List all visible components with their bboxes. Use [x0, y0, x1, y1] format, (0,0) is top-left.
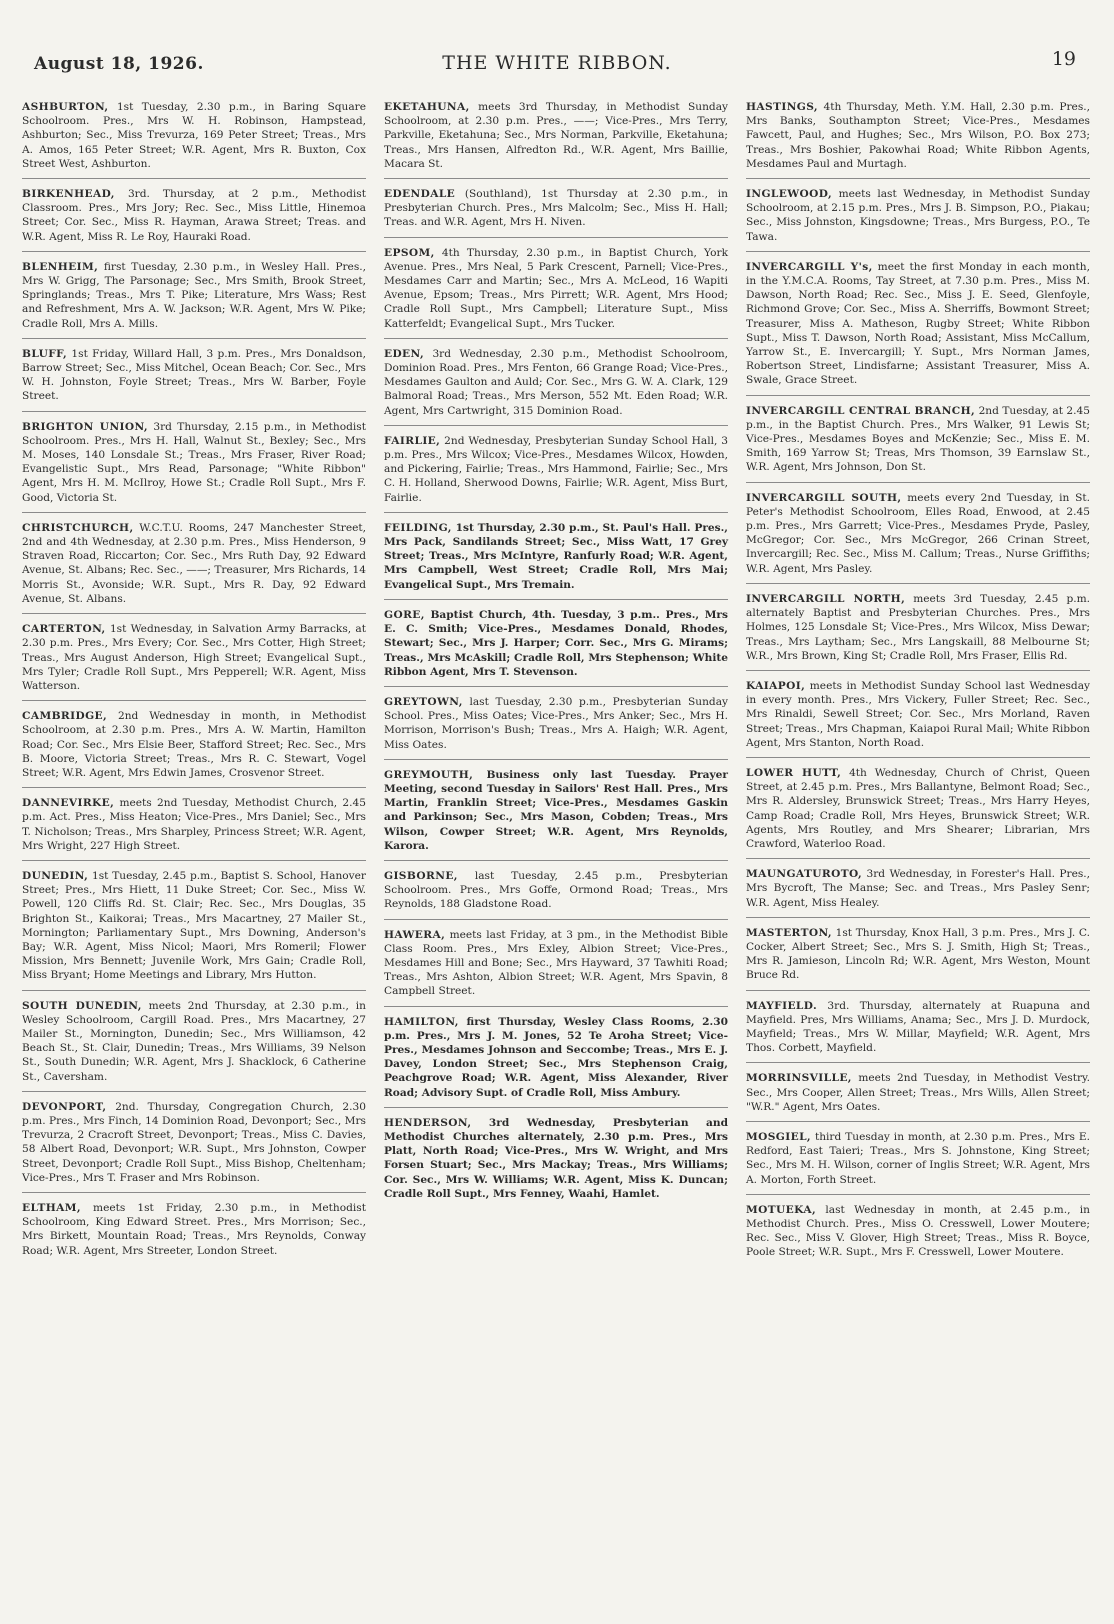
branch-entry	[22, 622, 366, 701]
branch-details: meets 2nd Tuesday, Methodist Church, 2.45 p.m. Act. Pres., Miss Heaton; Vice-Pres., Mrs Daniel; Sec., Mrs T. Nicholson; Treas., Mrs Sharpley, Princess Street; W.R. Agent, Mrs Wright, 227 High Street.	[22, 797, 366, 852]
branch-details: Business only last Tuesday. Prayer Meeting, second Tuesday in Sailors' Rest Hall. Pres., Mrs Martin, Franklin Street; Vice-Pres., Mesdames Gaskin and Parkinson; Sec., Mrs Mason, Cobden; Treas., Mrs Wilson, Cowper Street; W.R. Agent, Mrs Reynolds, Karora.	[384, 768, 728, 852]
branch-name: SOUTH DUNEDIN,	[22, 999, 142, 1012]
branch-details: meets 3rd Thursday, in Methodist Sunday Schoolroom, at 2.30 p.m. Pres., ——; Vice-Pres., Mrs Terry, Parkville, Eketahuna; Sec., Mrs Norman, Parkville, Eketahuna; Treas., Mrs Hansen, Alfredton Rd., W.R. Agent, Mrs Baillie, Macara St.	[384, 101, 728, 170]
branch-entry	[746, 999, 1090, 1064]
branch-name: DANNEVIRKE,	[22, 797, 115, 810]
branch-entry	[22, 1201, 366, 1265]
branch-details: 4th Thursday, Meth. Y.M. Hall, 2.30 p.m. Pres., Mrs Banks, Southampton Street; Vice-Pres., Mesdames Fawcett, Paul, and Hughes; Sec., Mrs Wilson, P.O. Box 273; Treas., Mrs Boshier, Pakowhai Road; White Ribbon Agents, Mesdames Paul and Murtagh.	[746, 101, 1090, 170]
branch-name: MAUNGATUROTO,	[746, 868, 863, 881]
branch-details: (Southland), 1st Thursday at 2.30 p.m., in Presbyterian Church. Pres., Mrs Malcolm; Sec., Miss H. Hall; Treas. and W.R. Agent, Mrs H. Niven.	[384, 188, 728, 229]
branch-details: meets 2nd Tuesday, in Methodist Vestry. Sec., Mrs Cooper, Allen Street; Treas., Mrs Wills, Allen Street; "W.R." Agent, Mrs Oates.	[746, 1072, 1090, 1113]
branch-details: first Thursday, Wesley Class Rooms, 2.30 p.m. Pres., Mrs J. M. Jones, 52 Te Aroha Street; Vice-Pres., Mesdames Johnson and Seccombe; Treas., Mrs E. J. Davey, London Street; Sec., Mrs Stephenson Craig, Peachgrove Road; W.R. Agent, Miss Alexander, River Road; Advisory Supt. of Cradle Roll, Miss Ambury.	[384, 1015, 728, 1099]
branch-details: 3rd. Thursday, at 2 p.m., Methodist Classroom. Pres., Mrs Jory; Rec. Sec., Miss Little, Hinemoa Street; Cor. Sec., Miss R. Hayman, Arawa Street; Treas. and W.R. Agent, Miss R. Le Roy, Hauraki Road.	[22, 188, 366, 243]
branch-name: GREYTOWN,	[384, 695, 463, 708]
branch-entry	[746, 867, 1090, 918]
branch-name: DUNEDIN,	[22, 869, 89, 882]
branch-name: CAMBRIDGE,	[22, 710, 108, 723]
branch-name: GORE,	[384, 608, 425, 621]
branch-details: 3rd Thursday, 2.15 p.m., in Methodist Schoolroom. Pres., Mrs H. Hall, Walnut St., Bexley; Sec., Mrs M. Moses, 140 Lonsdale St.; Treas., Mrs Fraser, River Road; Evangelistic Supt., Mrs Read, Parsonage; "White Ribbon" Agent, Mrs H. M. McIlroy, Howe St.; Cradle Roll Supt., Mrs F. Good, Victoria St.	[22, 420, 366, 504]
branch-name: INVERCARGILL Y's,	[746, 260, 873, 273]
branch-entry	[22, 709, 366, 788]
branch-name: MAYFIELD.	[746, 999, 818, 1012]
branch-name: EDEN,	[384, 347, 425, 360]
branch-entry	[22, 100, 366, 179]
branch-details: 3rd Wednesday, 2.30 p.m., Methodist Schoolroom, Dominion Road. Pres., Mrs Fenton, 66 Grange Road; Vice-Pres., Mesdames Gaulton and Auld; Cor. Sec., Mrs G. W. A. Clark, 129 Balmoral Road; Treas., Mrs Merson, 552 Mt. Eden Road; W.R. Agent, Mrs Cartwright, 315 Dominion Road.	[384, 347, 728, 417]
branch-name: CARTERTON,	[22, 623, 106, 636]
branch-entry	[746, 1071, 1090, 1122]
branch-name: GISBORNE,	[384, 869, 458, 882]
branch-name: LOWER HUTT,	[746, 766, 842, 779]
branch-entry	[384, 246, 728, 339]
branch-name: BLUFF,	[22, 347, 68, 360]
branch-entry	[746, 1130, 1090, 1195]
branch-name: DEVONPORT,	[22, 1100, 107, 1113]
publication-title: THE WHITE RIBBON.	[442, 52, 672, 74]
branch-name: INGLEWOOD,	[746, 188, 833, 201]
branch-entry	[22, 1100, 366, 1193]
branch-details: meets every 2nd Tuesday, in St. Peter's Methodist Schoolroom, Elles Road, Enwood, at 2.45 p.m. Pres., Mrs Garrett; Vice-Pres., Mesdames Pryde, Pasley, McGregor; Cor. Sec., Mrs McGregor, 266 Crinan Street, Invercargill; Rec. Sec., Miss M. Callum; Treas., Nurse Griffiths; W.R. Agent, Mrs Pasley.	[746, 491, 1090, 575]
branch-entry	[384, 347, 728, 426]
branch-details: last Wednesday in month, at 2.45 p.m., in Methodist Church. Pres., Miss O. Cresswell, Lower Moutere; Rec. Sec., Miss V. Glover, High Street; Treas., Miss R. Boyce, Poole Street; W.R. Supt., Mrs F. Cresswell, Lower Moutere.	[746, 1203, 1090, 1259]
branch-name: MOTUEKA,	[746, 1203, 817, 1216]
branch-name: BLENHEIM,	[22, 260, 99, 273]
branch-details: 4th Thursday, 2.30 p.m., in Baptist Church, York Avenue. Pres., Mrs Neal, 5 Park Crescent, Parnell; Vice-Pres., Mesdames Carr and Martin; Sec., Mrs A. McLeod, 16 Wapiti Avenue, Epsom; Treas., Mrs Pirrett; W.R. Agent, Mrs Hood; Cradle Roll Supt., Mrs Campbell; Literature Supt., Miss Katterfeldt; Evangelical Supt., Mrs Tucker.	[384, 246, 728, 330]
directory-columns	[22, 100, 1092, 1275]
branch-details: 3rd Wednesday, Presbyterian and Methodist Churches alternately, 2.30 p.m. Pres., Mrs Platt, North Road; Vice-Pres., Mrs W. Wright, and Mrs Forsen Stuart; Sec., Mrs Mackay; Treas., Mrs Williams; Cor. Sec., Mrs W. Williams; W.R. Agent, Miss K. Duncan; Cradle Roll Supt., Mrs Fenney, Waahi, Hamlet.	[384, 1116, 728, 1200]
branch-name: KAIAPOI,	[746, 679, 806, 692]
branch-name: HENDERSON,	[384, 1116, 472, 1129]
page-number: 19	[1051, 48, 1076, 70]
branch-details: 1st Thursday, Knox Hall, 3 p.m. Pres., Mrs J. C. Cocker, Albert Street; Sec., Mrs S. J. Smith, High St; Treas., Mrs R. Jamieson, Lincoln Rd; W.R. Agent, Mrs Weston, Mount Bruce Rd.	[746, 926, 1090, 982]
branch-details: meets last Wednesday, in Methodist Sunday Schoolroom, at 2.15 p.m. Pres., Mrs J. B. Simpson, P.O., Piakau; Sec., Miss Johnston, Kingsdowne; Treas., Mrs Burgess, P.O., Te Tawa.	[746, 188, 1090, 243]
branch-details: meets 2nd Thursday, at 2.30 p.m., in Wesley Schoolroom, Cargill Road. Pres., Mrs Macartney, 27 Mailer St., Mornington, Dunedin; Sec., Mrs Williamson, 42 Beach St., St. Clair, Dunedin; Treas., Mrs Williams, 39 Nelson St., South Dunedin; W.R. Agent, Mrs J. Shacklock, 6 Catherine St., Caversham.	[22, 999, 366, 1083]
branch-details: meets 3rd Tuesday, 2.45 p.m. alternately Baptist and Presbyterian Churches. Pres., Mrs Holmes, 125 Lonsdale St; Vice-Pres., Mrs Wilcox, Miss Dewar; Treas., Mrs Laytham; Sec., Mrs Langskaill, 88 Melbourne St; W.R., Mrs Brown, King St; Cradle Roll, Mrs Fraser, Ellis Rd.	[746, 592, 1091, 662]
branch-details: 1st Thursday, 2.30 p.m., St. Paul's Hall. Pres., Mrs Pack, Sandilands Street; Sec., Miss Watt, 17 Grey Street; Treas., Mrs McIntyre, Ranfurly Road; W.R. Agent, Mrs Campbell, West Street; Cradle Roll, Mrs Mai; Evangelical Supt., Mrs Tremain.	[384, 521, 728, 591]
branch-details: 2nd Tuesday, at 2.45 p.m., in the Baptist Church. Pres., Mrs Walker, 91 Lewis St; Vice-Pres., Mesdames Boyes and McKenzie; Sec., Miss E. M. Smith, 169 Yarrow St; Treas, Mrs Thomson, 39 Earnslaw St., W.R. Agent, Mrs Johnson, Don St.	[746, 404, 1090, 474]
branch-details: 1st Tuesday, 2.45 p.m., Baptist S. School, Hanover Street; Pres., Mrs Hiett, 11 Duke Street; Cor. Sec., Miss W. Powell, 120 Cliffs Rd. St. Clair; Rec. Sec., Mrs Douglas, 35 Brighton St., Kaikorai; Treas., Mrs Macartney, 27 Mailer St., Mornington; Parliamentary Supt., Mrs Downing, Anderson's Bay; W.R. Agent, Miss Nicol; Maori, Mrs Romeril; Flower Mission, Mrs Bennett; Juvenile Work, Mrs Gain; Cradle Roll, Miss Bryant; Home Meetings and Library, Mrs Hutton.	[22, 869, 366, 982]
branch-name: ELTHAM,	[22, 1202, 81, 1214]
branch-name: INVERCARGILL CENTRAL BRANCH,	[746, 404, 976, 417]
branch-name: MORRINSVILLE,	[746, 1072, 852, 1085]
branch-details: third Tuesday in month, at 2.30 p.m. Pres., Mrs E. Redford, East Taieri; Treas., Mrs S. Johnstone, King Street; Sec., Mrs M. H. Wilson, corner of Inglis Street; W.R. Agent, Mrs A. Morton, Forth Street.	[746, 1130, 1090, 1186]
branch-name: MOSGIEL,	[746, 1130, 812, 1143]
branch-entry	[384, 928, 728, 1007]
branch-name: MASTERTON,	[746, 926, 832, 939]
branch-details: 3rd Wednesday, in Forester's Hall. Pres., Mrs Bycroft, The Manse; Sec. and Treas., Mrs Pasley Senr; W.R. Agent, Miss Healey.	[746, 868, 1091, 909]
branch-details: 1st Friday, Willard Hall, 3 p.m. Pres., Mrs Donaldson, Barrow Street; Sec., Miss Mitchel, Ocean Beach; Cor. Sec., Mrs W. H. Johnston, Foyle Street; Treas., Mrs W. Barber, Foyle Street.	[22, 347, 366, 403]
branch-entry	[384, 100, 728, 179]
column-1	[22, 100, 366, 1275]
branch-entry	[746, 100, 1090, 179]
branch-name: HAWERA,	[384, 928, 446, 941]
branch-entry	[22, 347, 366, 412]
branch-name: GREYMOUTH,	[384, 768, 474, 781]
column-3	[746, 100, 1090, 1275]
branch-entry	[746, 926, 1090, 991]
branch-details: 2nd Wednesday in month, in Methodist Schoolroom, at 2.30 p.m. Pres., Mrs A. W. Martin, Hamilton Road; Cor. Sec., Mrs Elsie Beer, Stafford Street; Rec. Sec., Mrs B. Moore, Victoria Street; Treas., Mrs R. C. Stewart, Vogel Street; W.R. Agent, Mrs Edwin James, Crosvenor Street.	[22, 710, 366, 779]
branch-entry	[22, 796, 366, 861]
branch-name: INVERCARGILL SOUTH,	[746, 491, 902, 504]
branch-details: last Tuesday, 2.45 p.m., Presbyterian Schoolroom. Pres., Mrs Goffe, Ormond Road; Treas., Mrs Reynolds, 188 Gladstone Road.	[384, 869, 728, 911]
branch-entry	[384, 434, 728, 513]
branch-details: 1st Wednesday, in Salvation Army Barracks, at 2.30 p.m. Pres., Mrs Every; Cor. Sec., Mrs Cotter, High Street; Treas., Mrs August Anderson, High Street; Evangelical Supt., Mrs Tyler; Cradle Roll Supt., Mrs Pepperell; W.R. Agent, Miss Watterson.	[22, 623, 366, 692]
branch-entry	[384, 608, 728, 687]
branch-name: CHRISTCHURCH,	[22, 521, 134, 534]
branch-name: BIRKENHEAD,	[22, 188, 115, 201]
branch-entry	[22, 869, 366, 991]
branch-entry	[22, 260, 366, 339]
branch-name: FEILDING,	[384, 521, 452, 534]
branch-name: FAIRLIE,	[384, 434, 441, 447]
branch-entry	[22, 521, 366, 614]
branch-details: 2nd Wednesday, Presbyterian Sunday School Hall, 3 p.m. Pres., Mrs Wilcox; Vice-Pres., Mesdames Wilcox, Howden, and Pickering, Fairlie; Treas., Mrs Hammond, Fairlie; Sec., Mrs C. H. Holland, Sherwood Downs, Fairlie; W.R. Agent, Miss Burt, Fairlie.	[384, 434, 728, 504]
branch-entry	[746, 1203, 1090, 1267]
branch-details: first Tuesday, 2.30 p.m., in Wesley Hall. Pres., Mrs W. Grigg, The Parsonage; Sec., Mrs Smith, Brook Street, Springlands; Treas., Mrs T. Pike; Literature, Mrs Wass; Rest and Refreshment, Mrs A. W. Jackson; W.R. Agent, Mrs W. Pike; Cradle Roll, Mrs A. Mills.	[22, 260, 367, 330]
branch-details: meets in Methodist Sunday School last Wednesday in every month. Pres., Mrs Vickery, Fuller Street; Rec. Sec., Mrs Rinaldi, Sewell Street; Cor. Sec., Mrs Morland, Raven Street; Treas., Mrs Chapman, Kaiapoi Rural Mail; White Ribbon Agent, Mrs Stanton, North Road.	[746, 679, 1091, 749]
branch-entry	[384, 869, 728, 920]
branch-details: last Tuesday, 2.30 p.m., Presbyterian Sunday School. Pres., Miss Oates; Vice-Pres., Mrs Anker; Sec., Mrs H. Morrison, Morrison's Bush; Treas., Mrs A. Haigh; W.R. Agent, Miss Oates.	[384, 695, 729, 751]
branch-name: HASTINGS,	[746, 101, 819, 113]
branch-entry	[746, 592, 1090, 671]
branch-name: ASHBURTON,	[22, 101, 109, 113]
branch-entry	[384, 521, 728, 600]
branch-entry	[22, 187, 366, 252]
branch-name: HAMILTON,	[384, 1015, 459, 1028]
branch-name: EPSOM,	[384, 246, 435, 259]
branch-entry	[746, 491, 1090, 584]
branch-entry	[384, 1015, 728, 1108]
branch-entry	[746, 766, 1090, 859]
branch-name: INVERCARGILL NORTH,	[746, 592, 906, 605]
branch-details: 4th Wednesday, Church of Christ, Queen Street, at 2.45 p.m. Pres., Mrs Ballantyne, Belmont Road; Sec., Mrs R. Aldersley, Brunswick Street; Treas., Mrs Harry Heyes, Camp Road; Cradle Roll, Mrs Heyes, Brunswick Street; W.R. Agents, Mrs Routley, and Mrs Shearer; Librarian, Mrs Crawford, Waterloo Road.	[746, 766, 1090, 850]
branch-details: 1st Tuesday, 2.30 p.m., in Baring Square Schoolroom. Pres., Mrs W. H. Robinson, Hampstead, Ashburton; Sec., Miss Trevurza, 169 Peter Street; Treas., Mrs A. Amos, 165 Peter Street; W.R. Agent, Mrs R. Buxton, Cox Street West, Ashburton.	[22, 101, 366, 170]
branch-entry	[746, 260, 1090, 396]
branch-entry	[746, 187, 1090, 252]
branch-details: Baptist Church, 4th. Tuesday, 3 p.m.. Pres., Mrs E. C. Smith; Vice-Pres., Mesdames Donald, Rhodes, Stewart; Sec., Mrs J. Harper; Corr. Sec., Mrs G. Mirams; Treas., Mrs McAskill; Cradle Roll, Mrs Stephenson; White Ribbon Agent, Mrs T. Stevenson.	[384, 608, 728, 678]
branch-entry	[746, 404, 1090, 483]
branch-entry	[746, 679, 1090, 758]
branch-name: EKETAHUNA,	[384, 101, 470, 113]
branch-entry	[22, 420, 366, 513]
branch-entry	[384, 1116, 728, 1208]
column-2	[384, 100, 728, 1275]
branch-entry	[22, 999, 366, 1092]
branch-name: BRIGHTON UNION,	[22, 420, 149, 433]
page-header	[30, 46, 1084, 76]
branch-details: meets 1st Friday, 2.30 p.m., in Methodist Schoolroom, King Edward Street. Pres., Mrs Morrison; Sec., Mrs Birkett, Mountain Road; Treas., Mrs Reynolds, Conway Road; W.R. Agent, Mrs Streeter, London Street.	[22, 1202, 366, 1257]
branch-entry	[384, 695, 728, 760]
branch-details: 2nd. Thursday, Congregation Church, 2.30 p.m. Pres., Mrs Finch, 14 Dominion Road, Devonport; Sec., Mrs Trevurza, 2 Cracroft Street, Devonport; Treas., Miss C. Davies, 58 Albert Road, Devonport; W.R. Supt., Mrs Johnston, Cowper Street, Devonport; Cradle Roll Supt., Miss Bishop, Cheltenham; Vice-Pres., Mrs T. Fraser and Mrs Robinson.	[22, 1100, 367, 1184]
branch-details: meets last Friday, at 3 pm., in the Methodist Bible Class Room. Pres., Mrs Exley, Albion Street; Vice-Pres., Mesdames Hill and Bone; Sec., Mrs Hayward, 37 Tawhiti Road; Treas., Mrs Ashton, Albion Street; W.R. Agent, Mrs Spavin, 8 Campbell Street.	[384, 928, 729, 998]
branch-entry	[384, 768, 728, 861]
branch-entry	[384, 187, 728, 238]
branch-details: 3rd. Thursday, alternately at Ruapuna and Mayfield. Pres, Mrs Williams, Anama; Sec., Mrs J. D. Murdock, Mayfield; Treas., Mrs W. Millar, Mayfield; W.R. Agent, Mrs Thos. Corbett, Mayfield.	[746, 999, 1090, 1055]
branch-details: W.C.T.U. Rooms, 247 Manchester Street, 2nd and 4th Wednesday, at 2.30 p.m. Pres., Miss Henderson, 9 Straven Road, Riccarton; Cor. Sec., Mrs Ruth Day, 92 Edward Avenue, St. Albans; Rec. Sec., ——; Treasurer, Mrs Richards, 14 Morris St., Avonside; W.R. Supt., Mrs R. Day, 92 Edward Avenue, St. Albans.	[22, 521, 366, 605]
branch-details: meet the first Monday in each month, in the Y.M.C.A. Rooms, Tay Street, at 7.30 p.m. Pres., Miss M. Dawson, North Road; Rec. Sec., Miss J. E. Seed, Glenfoyle, Richmond Grove; Cor. Sec., Miss A. Sherriffs, Bowmont Street; Treasurer, Miss A. Matheson, Rugby Street; White Ribbon Supt., Miss T. Dawson, North Road; Assistant, Miss McCallum, Yarrow St., E. Invercargill; Y. Supt., Mrs Norman James, Robertson Street, Lindisfarne; Assistant Treasurer, Miss A. Swale, Grace Street.	[746, 260, 1090, 387]
branch-name: EDENDALE	[384, 188, 456, 201]
issue-date: August 18, 1926.	[34, 54, 204, 74]
